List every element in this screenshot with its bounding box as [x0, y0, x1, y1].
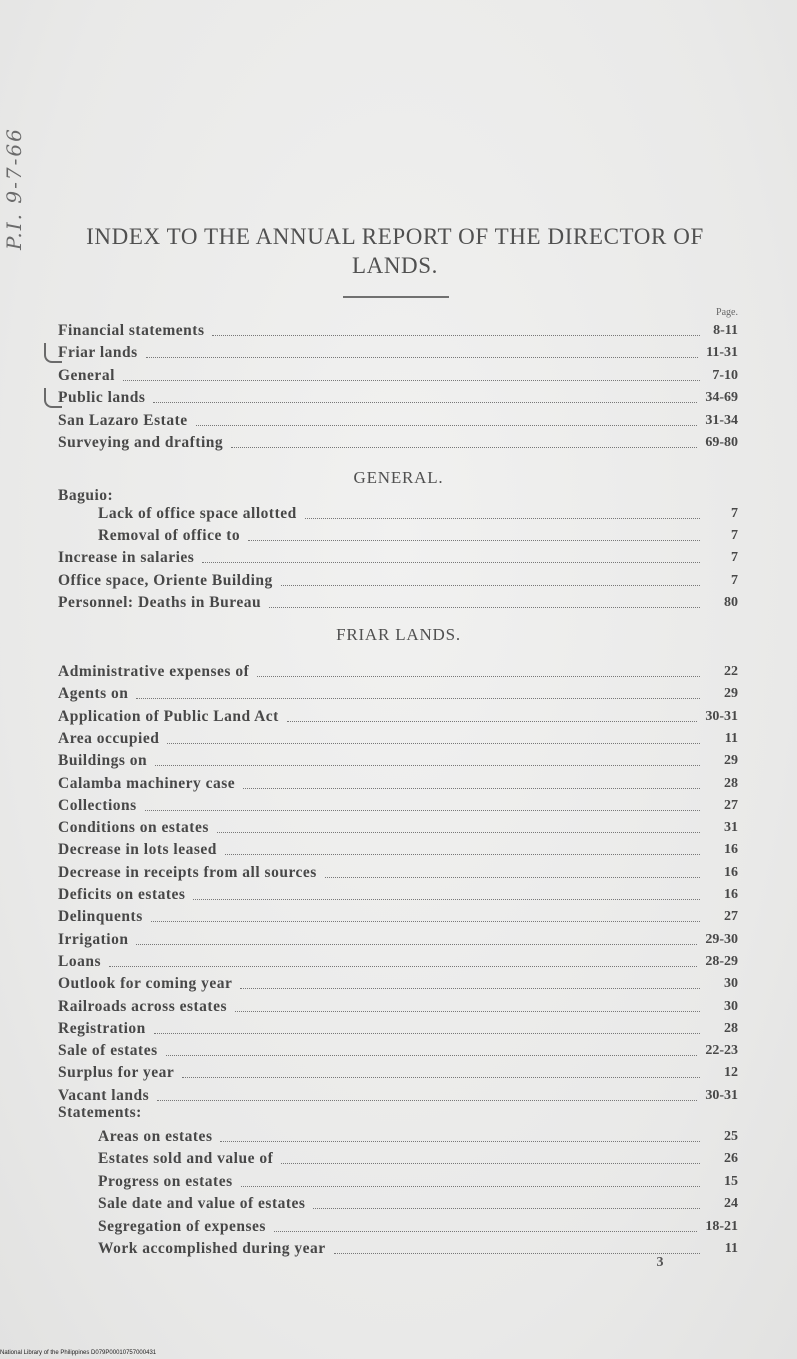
index-entry [58, 546, 738, 568]
index-entry [58, 386, 738, 408]
index-entry [58, 995, 738, 1017]
entry-label: Removal of office to [98, 527, 241, 544]
entry-page: 28-29 [705, 953, 738, 969]
dot-leader [136, 698, 700, 699]
entry-page: 30 [724, 976, 738, 992]
index-entry [58, 364, 738, 386]
entry-label: Decrease in lots leased [58, 841, 217, 859]
index-entry [58, 749, 738, 771]
entry-page: 7 [731, 528, 738, 543]
index-entry [58, 928, 738, 950]
dot-leader [287, 721, 697, 722]
entry-page: 28 [724, 775, 738, 791]
entry-label: Segregation of expenses [98, 1217, 266, 1235]
index-entry [58, 727, 738, 749]
index-entry [58, 838, 738, 860]
index-entry [58, 794, 738, 816]
statements-label: Statements: [58, 1104, 142, 1121]
entry-page: 31 [724, 820, 738, 836]
entry-page: 31-34 [705, 412, 738, 428]
index-entry [58, 591, 738, 613]
dot-leader [136, 944, 697, 945]
entry-page: 24 [724, 1196, 738, 1212]
page-number: 3 [656, 1255, 664, 1270]
dot-leader [274, 1231, 697, 1232]
entry-page: 15 [724, 1173, 738, 1189]
entry-label: Financial statements [58, 322, 205, 339]
dot-leader [167, 743, 700, 744]
entry-page: 30-31 [705, 1087, 738, 1103]
dot-leader [146, 357, 698, 358]
index-entry [58, 905, 738, 927]
dot-leader [153, 402, 697, 403]
index-entry [58, 431, 738, 453]
dot-leader [325, 877, 700, 878]
entry-label: Increase in salaries [58, 549, 195, 566]
entry-page: 7 [731, 572, 738, 588]
entry-label: Sale of estates [58, 1042, 158, 1060]
entry-label: Work accomplished during year [98, 1240, 326, 1257]
index-entry [98, 524, 738, 546]
dot-leader [220, 1141, 700, 1142]
dot-leader [313, 1208, 700, 1209]
entry-label: Public lands [58, 389, 146, 407]
dot-leader [182, 1077, 700, 1078]
entry-label: Office space, Oriente Building [58, 571, 273, 589]
page-title: INDEX TO THE ANNUAL REPORT OF THE DIRECTOR OF LANDS. [86, 224, 704, 278]
dot-leader [154, 1033, 700, 1034]
entry-page: 27 [724, 797, 738, 813]
entry-page: 29 [724, 753, 738, 769]
index-entry [58, 409, 738, 431]
dot-leader [305, 518, 700, 519]
entry-page: 16 [724, 887, 738, 902]
dot-leader [109, 966, 697, 967]
dot-leader [281, 585, 700, 586]
index-entry [58, 883, 738, 905]
entry-page: 22-23 [705, 1043, 738, 1059]
index-entry [58, 950, 738, 972]
entry-page: 30-31 [705, 708, 738, 724]
dot-leader [157, 1100, 697, 1101]
entry-page: 16 [724, 842, 738, 858]
entry-label: Delinquents [58, 908, 143, 926]
dot-leader [248, 540, 700, 541]
index-entry [58, 972, 738, 994]
entry-page: 28 [724, 1020, 738, 1036]
entry-page: 69-80 [705, 435, 738, 450]
dot-leader [193, 899, 700, 900]
entry-label: Personnel: Deaths in Bureau [58, 594, 262, 611]
title-rule [343, 296, 449, 298]
entry-label: Railroads across estates [58, 997, 227, 1015]
entry-label: Surplus for year [58, 1064, 175, 1082]
entry-label: Lack of office space allotted [98, 505, 297, 522]
dot-leader [235, 1011, 700, 1012]
entry-page: 80 [724, 595, 738, 610]
entry-page: 11 [724, 730, 738, 746]
index-entry [98, 1192, 738, 1214]
entry-page: 34-69 [705, 390, 738, 406]
entry-page: 11-31 [706, 345, 738, 361]
section-heading-general: GENERAL. [353, 468, 444, 487]
entry-page: 22 [724, 664, 738, 679]
index-entry [98, 1215, 738, 1237]
dot-leader [196, 425, 698, 426]
entry-label: Friar lands [58, 344, 138, 362]
entry-label: Areas on estates [98, 1128, 213, 1145]
index-entry [58, 682, 738, 704]
index-entry [58, 1061, 738, 1083]
index-entry [58, 341, 738, 363]
entry-label: General [58, 366, 115, 384]
index-entry [98, 1147, 738, 1169]
entry-label: Registration [58, 1019, 146, 1037]
entry-label: Calamba machinery case [58, 774, 236, 792]
dot-leader [269, 607, 700, 608]
dot-leader [123, 380, 700, 381]
entry-page: 18-21 [705, 1218, 738, 1234]
entry-label: Loans [58, 952, 101, 970]
entry-label: Agents on [58, 685, 129, 703]
index-entry [58, 705, 738, 727]
index-entry [98, 1170, 738, 1192]
index-entry [58, 1017, 738, 1039]
index-entry [58, 319, 738, 341]
dot-leader [334, 1253, 700, 1254]
entry-label: Estates sold and value of [98, 1150, 274, 1168]
entry-label: Buildings on [58, 752, 148, 770]
index-entry [98, 502, 738, 524]
dot-leader [225, 854, 700, 855]
entry-page: 25 [724, 1129, 738, 1144]
entry-page: 7-10 [712, 367, 738, 383]
dot-leader [166, 1055, 698, 1056]
entry-label: Area occupied [58, 729, 160, 747]
entry-page: 11 [724, 1241, 738, 1256]
entry-label: Surveying and drafting [58, 434, 224, 451]
dot-leader [257, 676, 700, 677]
baguio-label: Baguio: [58, 487, 114, 504]
entry-label: Administrative expenses of [58, 663, 250, 680]
dot-leader [202, 562, 700, 563]
page-column-label: Page. [716, 307, 738, 318]
section-heading-friar-lands: FRIAR LANDS. [336, 625, 461, 644]
entry-label: Conditions on estates [58, 819, 209, 837]
dot-leader [145, 810, 700, 811]
dot-leader [243, 788, 700, 789]
entry-page: 16 [724, 864, 738, 880]
dot-leader [281, 1163, 700, 1164]
entry-page: 12 [724, 1065, 738, 1081]
entry-label: Collections [58, 796, 137, 814]
index-entry [58, 1084, 738, 1106]
entry-label: Outlook for coming year [58, 975, 233, 993]
handwritten-note: P.I. 9-7-66 [2, 127, 26, 250]
dot-leader [151, 921, 700, 922]
index-entry [58, 816, 738, 838]
dot-leader [240, 988, 700, 989]
index-entry [58, 861, 738, 883]
dot-leader [217, 832, 700, 833]
entry-page: 7 [731, 506, 738, 521]
dot-leader [155, 765, 700, 766]
entry-page: 29-30 [705, 931, 738, 947]
dot-leader [231, 447, 697, 448]
index-entry [58, 569, 738, 591]
index-entry [58, 772, 738, 794]
entry-label: Decrease in receipts from all sources [58, 863, 317, 881]
index-entry [58, 1039, 738, 1061]
entry-page: 30 [724, 998, 738, 1014]
index-entry [98, 1125, 738, 1147]
entry-label: San Lazaro Estate [58, 411, 188, 429]
entry-page: 7 [731, 550, 738, 565]
dot-leader [241, 1186, 700, 1187]
entry-label: Sale date and value of estates [98, 1195, 306, 1213]
entry-page: 29 [724, 686, 738, 702]
index-entry [58, 660, 738, 682]
entry-page: 27 [724, 909, 738, 925]
entry-label: Irrigation [58, 930, 129, 948]
entry-page: 26 [724, 1151, 738, 1167]
entry-label: Vacant lands [58, 1086, 150, 1104]
dot-leader [212, 335, 700, 336]
entry-label: Progress on estates [98, 1172, 233, 1190]
entry-page: 8-11 [713, 323, 738, 338]
entry-label: Application of Public Land Act [58, 707, 279, 725]
handwritten-check-mark [44, 343, 62, 363]
handwritten-check-mark [44, 388, 62, 408]
library-footer: National Library of the Philippines D079P00010757000431 [0, 1350, 157, 1356]
entry-label: Deficits on estates [58, 886, 186, 903]
